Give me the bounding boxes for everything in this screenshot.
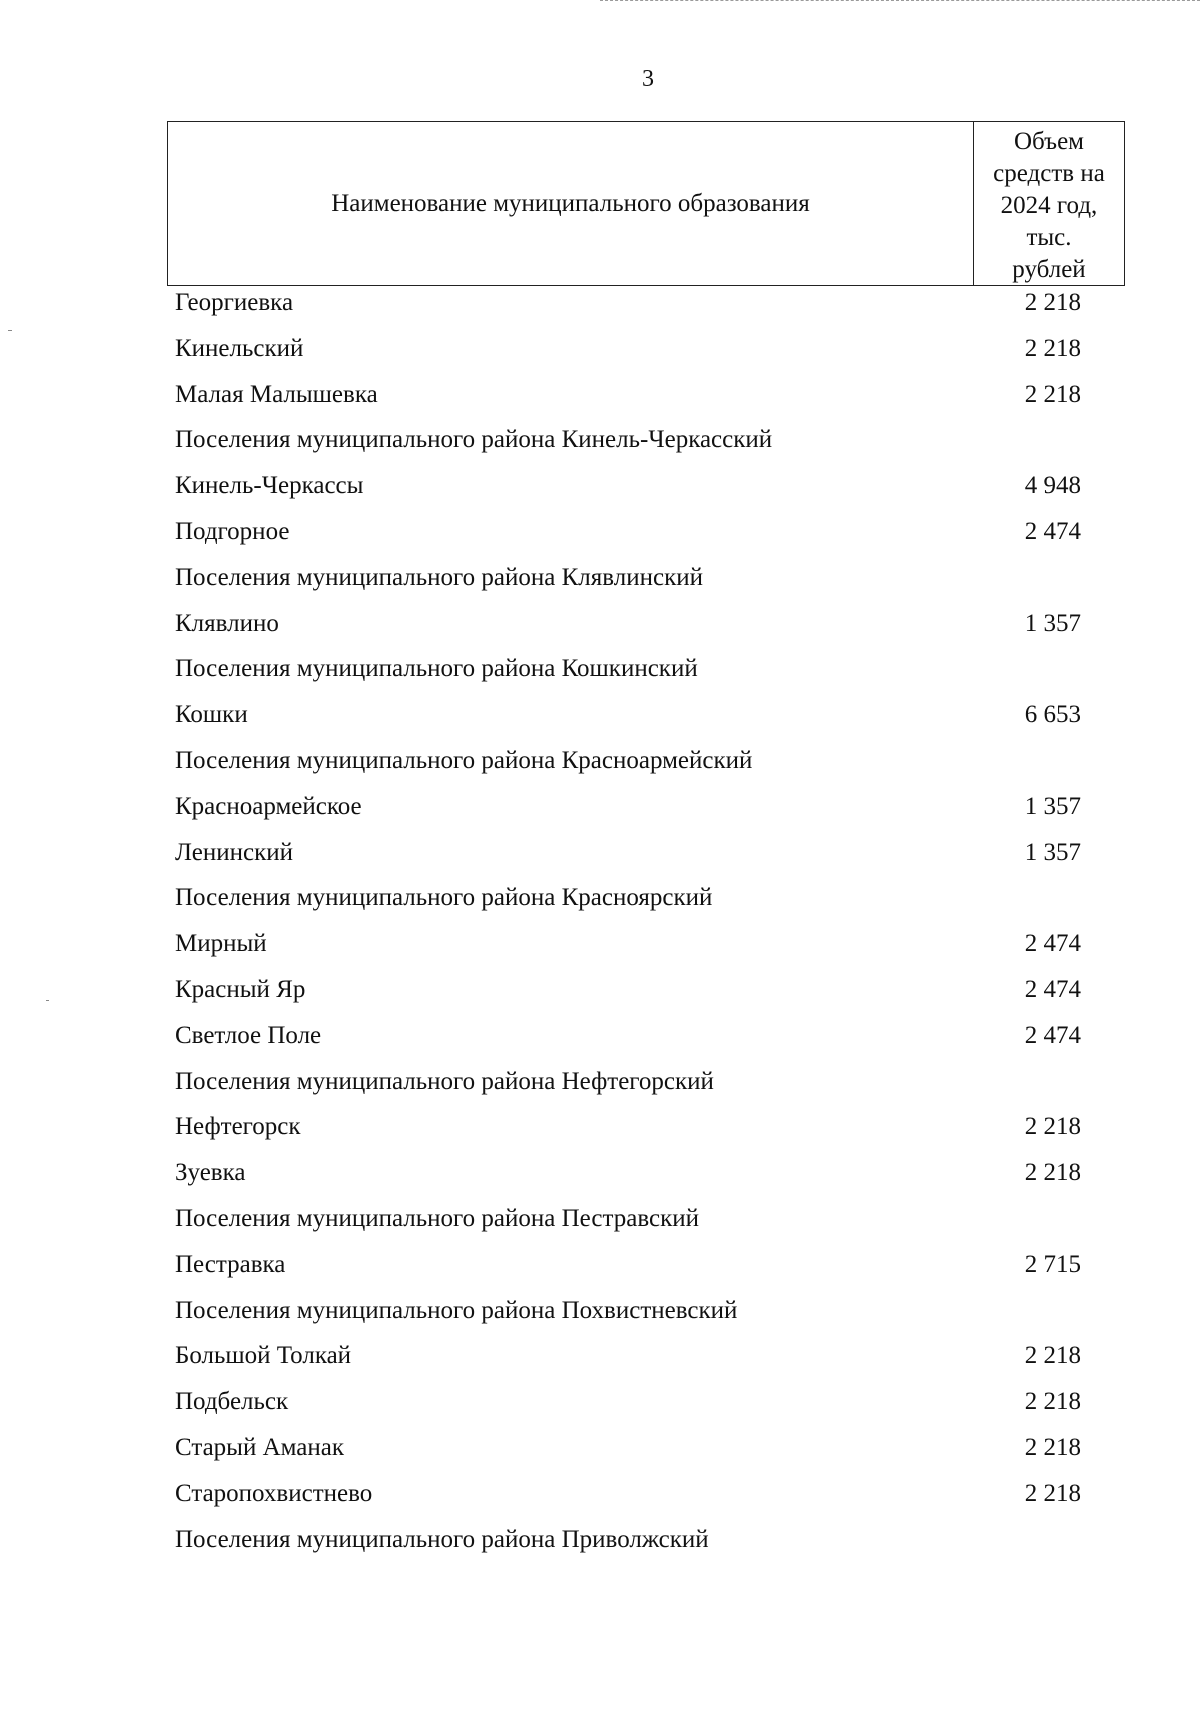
municipality-name: Поселения муниципального района Клявлинский bbox=[175, 563, 703, 591]
table-row bbox=[175, 1478, 1125, 1524]
table-row bbox=[175, 516, 1125, 562]
municipality-name: Большой Толкай bbox=[175, 1342, 352, 1370]
municipality-name: Кинельский bbox=[175, 334, 304, 362]
funding-volume: 2 474 bbox=[1024, 517, 1081, 545]
table-row bbox=[175, 1020, 1125, 1066]
district-group-row bbox=[175, 882, 1125, 928]
table-row bbox=[175, 1386, 1125, 1432]
table-row bbox=[175, 379, 1125, 425]
municipality-name: Поселения муниципального района Пестравский bbox=[175, 1204, 699, 1232]
scan-edge-line bbox=[600, 0, 1200, 1]
district-group-row bbox=[175, 745, 1125, 791]
table-row bbox=[175, 1432, 1125, 1478]
municipality-name: Георгиевка bbox=[175, 289, 294, 316]
district-group-row bbox=[175, 562, 1125, 608]
district-group-row bbox=[175, 1066, 1125, 1112]
municipality-name: Кошки bbox=[175, 701, 248, 729]
scan-mark bbox=[46, 1000, 49, 1001]
table-row bbox=[175, 837, 1125, 883]
funding-volume: 2 218 bbox=[1024, 1113, 1081, 1141]
scan-mark bbox=[8, 330, 12, 331]
municipality-name: Кинель-Черкассы bbox=[175, 472, 364, 500]
municipality-name: Поселения муниципального района Приволжский bbox=[175, 1525, 709, 1553]
table-row bbox=[175, 699, 1125, 745]
municipality-name: Поселения муниципального района Красноярский bbox=[175, 884, 713, 912]
municipality-name: Ленинский bbox=[175, 838, 294, 866]
municipality-name: Нефтегорск bbox=[175, 1113, 301, 1141]
district-group-row bbox=[175, 1524, 1125, 1570]
funding-volume: 1 357 bbox=[1024, 792, 1081, 820]
municipality-name: Поселения муниципального района Красноармейский bbox=[175, 746, 753, 774]
municipality-name: Поселения муниципального района Кинель-Черкасский bbox=[175, 426, 773, 454]
municipality-name: Подбельск bbox=[175, 1388, 289, 1416]
funding-volume: 2 218 bbox=[1024, 1159, 1081, 1187]
municipality-name: Старый Аманак bbox=[175, 1433, 345, 1461]
table-row bbox=[175, 608, 1125, 654]
header-volume-line: средств на bbox=[993, 160, 1105, 187]
table-row bbox=[175, 287, 1125, 333]
funding-volume: 2 218 bbox=[1024, 334, 1081, 362]
table-row bbox=[175, 1157, 1125, 1203]
funding-volume: 2 474 bbox=[1024, 930, 1081, 958]
page-number: 3 bbox=[642, 66, 654, 92]
header-volume-line: тыс. bbox=[1026, 224, 1072, 251]
header-volume-line: рублей bbox=[1012, 256, 1086, 283]
funding-volume: 2 474 bbox=[1024, 975, 1081, 1003]
district-group-row bbox=[175, 1295, 1125, 1341]
funding-volume: 2 218 bbox=[1024, 1479, 1081, 1507]
table-row bbox=[175, 470, 1125, 516]
municipality-name: Клявлино bbox=[175, 609, 279, 637]
municipality-name: Старопохвистнево bbox=[175, 1479, 373, 1507]
municipality-name: Красноармейское bbox=[175, 792, 362, 820]
table-row bbox=[175, 1249, 1125, 1295]
table-row bbox=[175, 928, 1125, 974]
district-group-row bbox=[175, 653, 1125, 699]
district-group-row bbox=[175, 1203, 1125, 1249]
table-row bbox=[175, 791, 1125, 837]
funding-volume: 2 474 bbox=[1024, 1021, 1081, 1049]
header-volume-cell bbox=[974, 122, 1124, 285]
municipality-name: Мирный bbox=[175, 930, 267, 958]
municipality-name: Красный Яр bbox=[175, 975, 306, 1003]
municipality-name: Подгорное bbox=[175, 517, 290, 545]
district-group-row bbox=[175, 424, 1125, 470]
municipality-name: Пестравка bbox=[175, 1250, 286, 1278]
header-volume-line: Объем bbox=[1014, 128, 1084, 155]
table-body bbox=[175, 287, 1125, 1569]
funding-volume: 2 218 bbox=[1024, 380, 1081, 408]
table-row bbox=[175, 974, 1125, 1020]
table-row bbox=[175, 1111, 1125, 1157]
municipality-name: Поселения муниципального района Кошкинский bbox=[175, 655, 698, 683]
funding-volume: 4 948 bbox=[1024, 472, 1081, 500]
municipality-name: Поселения муниципального района Нефтегорский bbox=[175, 1067, 714, 1095]
municipality-name: Зуевка bbox=[175, 1159, 246, 1187]
header-name-label: Наименование муниципального образования bbox=[331, 189, 810, 217]
table-header bbox=[167, 121, 1125, 286]
funding-volume: 2 218 bbox=[1024, 1342, 1081, 1370]
funding-volume: 6 653 bbox=[1024, 701, 1081, 729]
funding-volume: 2 715 bbox=[1024, 1250, 1081, 1278]
municipality-name: Светлое Поле bbox=[175, 1021, 322, 1049]
header-volume-line: 2024 год, bbox=[1000, 192, 1098, 219]
municipality-name: Поселения муниципального района Похвистневский bbox=[175, 1296, 738, 1324]
municipality-name: Малая Малышевка bbox=[175, 380, 378, 408]
table-row bbox=[175, 1340, 1125, 1386]
funding-volume: 2 218 bbox=[1024, 289, 1081, 316]
table-row bbox=[175, 333, 1125, 379]
funding-volume: 1 357 bbox=[1024, 609, 1081, 637]
funding-volume: 2 218 bbox=[1024, 1388, 1081, 1416]
funding-volume: 1 357 bbox=[1024, 838, 1081, 866]
header-name-cell bbox=[168, 122, 974, 285]
funding-volume: 2 218 bbox=[1024, 1433, 1081, 1461]
